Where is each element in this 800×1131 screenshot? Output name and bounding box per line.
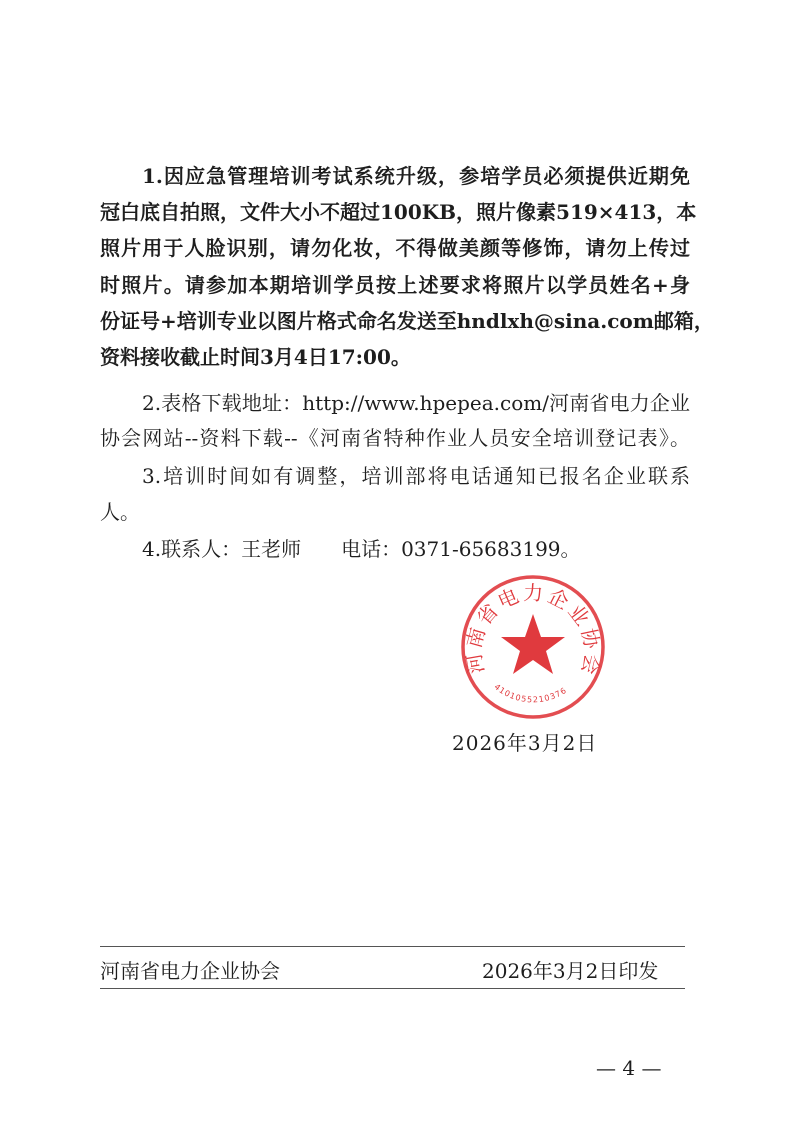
svg-text:4101055210376: 4101055210376 <box>492 682 569 705</box>
item-2-line: 2.表格下载地址：http://www.hpepea.com/河南省电力企业 <box>142 391 690 415</box>
item-3-line: 人。 <box>100 500 140 524</box>
footer-issued: 2026年3月2日印发 <box>482 959 659 983</box>
item-1-line: 时照片。请参加本期培训学员按上述要求将照片以学员姓名+身 <box>100 273 690 297</box>
item-1-line: 份证号+培训专业以图片格式命名发送至hndlxh@sina.com邮箱， <box>100 309 714 333</box>
item-1-line: 1.因应急管理培训考试系统升级，参培学员必须提供近期免 <box>142 164 690 188</box>
item-1-line: 冠白底自拍照，文件大小不超过100KB，照片像素519×413，本 <box>100 200 697 224</box>
item-4-line: 4.联系人：王老师 电话：0371-65683199。 <box>142 537 581 561</box>
footer-org: 河南省电力企业协会 <box>100 959 280 983</box>
divider <box>100 946 685 947</box>
star-icon <box>501 614 565 674</box>
official-seal <box>458 572 608 722</box>
divider <box>100 988 685 989</box>
item-3-line: 3.培训时间如有调整，培训部将电话通知已报名企业联系 <box>142 464 690 488</box>
item-1-line: 资料接收截止时间3月4日17:00。 <box>100 345 411 369</box>
page-number: — 4 — <box>596 1056 662 1080</box>
svg-text:河南省电力企业协会: 河南省电力企业协会 <box>461 580 605 680</box>
item-2-line: 协会网站--资料下载--《河南省特种作业人员安全培训登记表》。 <box>100 426 690 450</box>
signature-date: 2026年3月2日 <box>452 731 598 755</box>
item-1-line: 照片用于人脸识别，请勿化妆，不得做美颜等修饰，请勿上传过 <box>100 236 690 260</box>
